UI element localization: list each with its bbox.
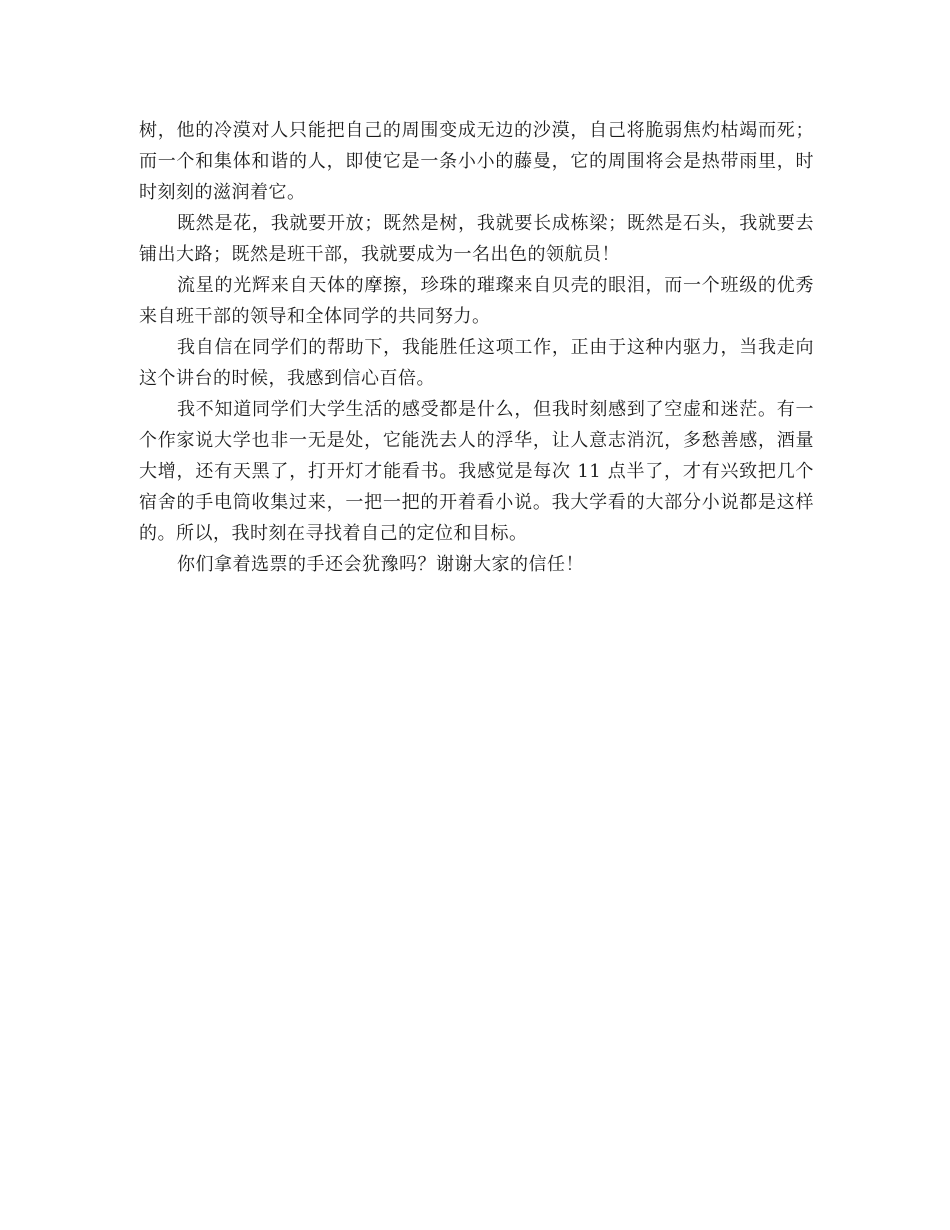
paragraph-5: 我不知道同学们大学生活的感受都是什么，但我时刻感到了空虚和迷茫。有一个作家说大学也非一无是处，它能洗去人的浮华，让人意志消沉，多愁善感，酒量大增，还有天黑了，打开灯才能看书。我感觉是每次 11 点半了，才有兴致把几个宿舍的手电筒收集过来，一把一把的开着看小说。我大学看的大部分小说都是这样的。所以，我时刻在寻找着自己的定位和目标。 bbox=[139, 399, 814, 544]
document-body bbox=[139, 115, 814, 580]
paragraph-3: 流星的光辉来自天体的摩擦，珍珠的璀璨来自贝壳的眼泪，而一个班级的优秀来自班干部的领导和全体同学的共同努力。 bbox=[139, 275, 814, 327]
paragraph-2: 既然是花，我就要开放；既然是树，我就要长成栋梁；既然是石头，我就要去铺出大路；既然是班干部，我就要成为一名出色的领航员！ bbox=[139, 213, 814, 265]
paragraph-6: 你们拿着选票的手还会犹豫吗？谢谢大家的信任！ bbox=[177, 554, 584, 575]
paragraph-1: 树，他的冷漠对人只能把自己的周围变成无边的沙漠，自己将脆弱焦灼枯竭而死；而一个和集体和谐的人，即使它是一条小小的藤曼，它的周围将会是热带雨里，时时刻刻的滋润着它。 bbox=[139, 120, 814, 203]
paragraph-4: 我自信在同学们的帮助下，我能胜任这项工作，正由于这种内驱力，当我走向这个讲台的时候，我感到信心百倍。 bbox=[139, 337, 814, 389]
